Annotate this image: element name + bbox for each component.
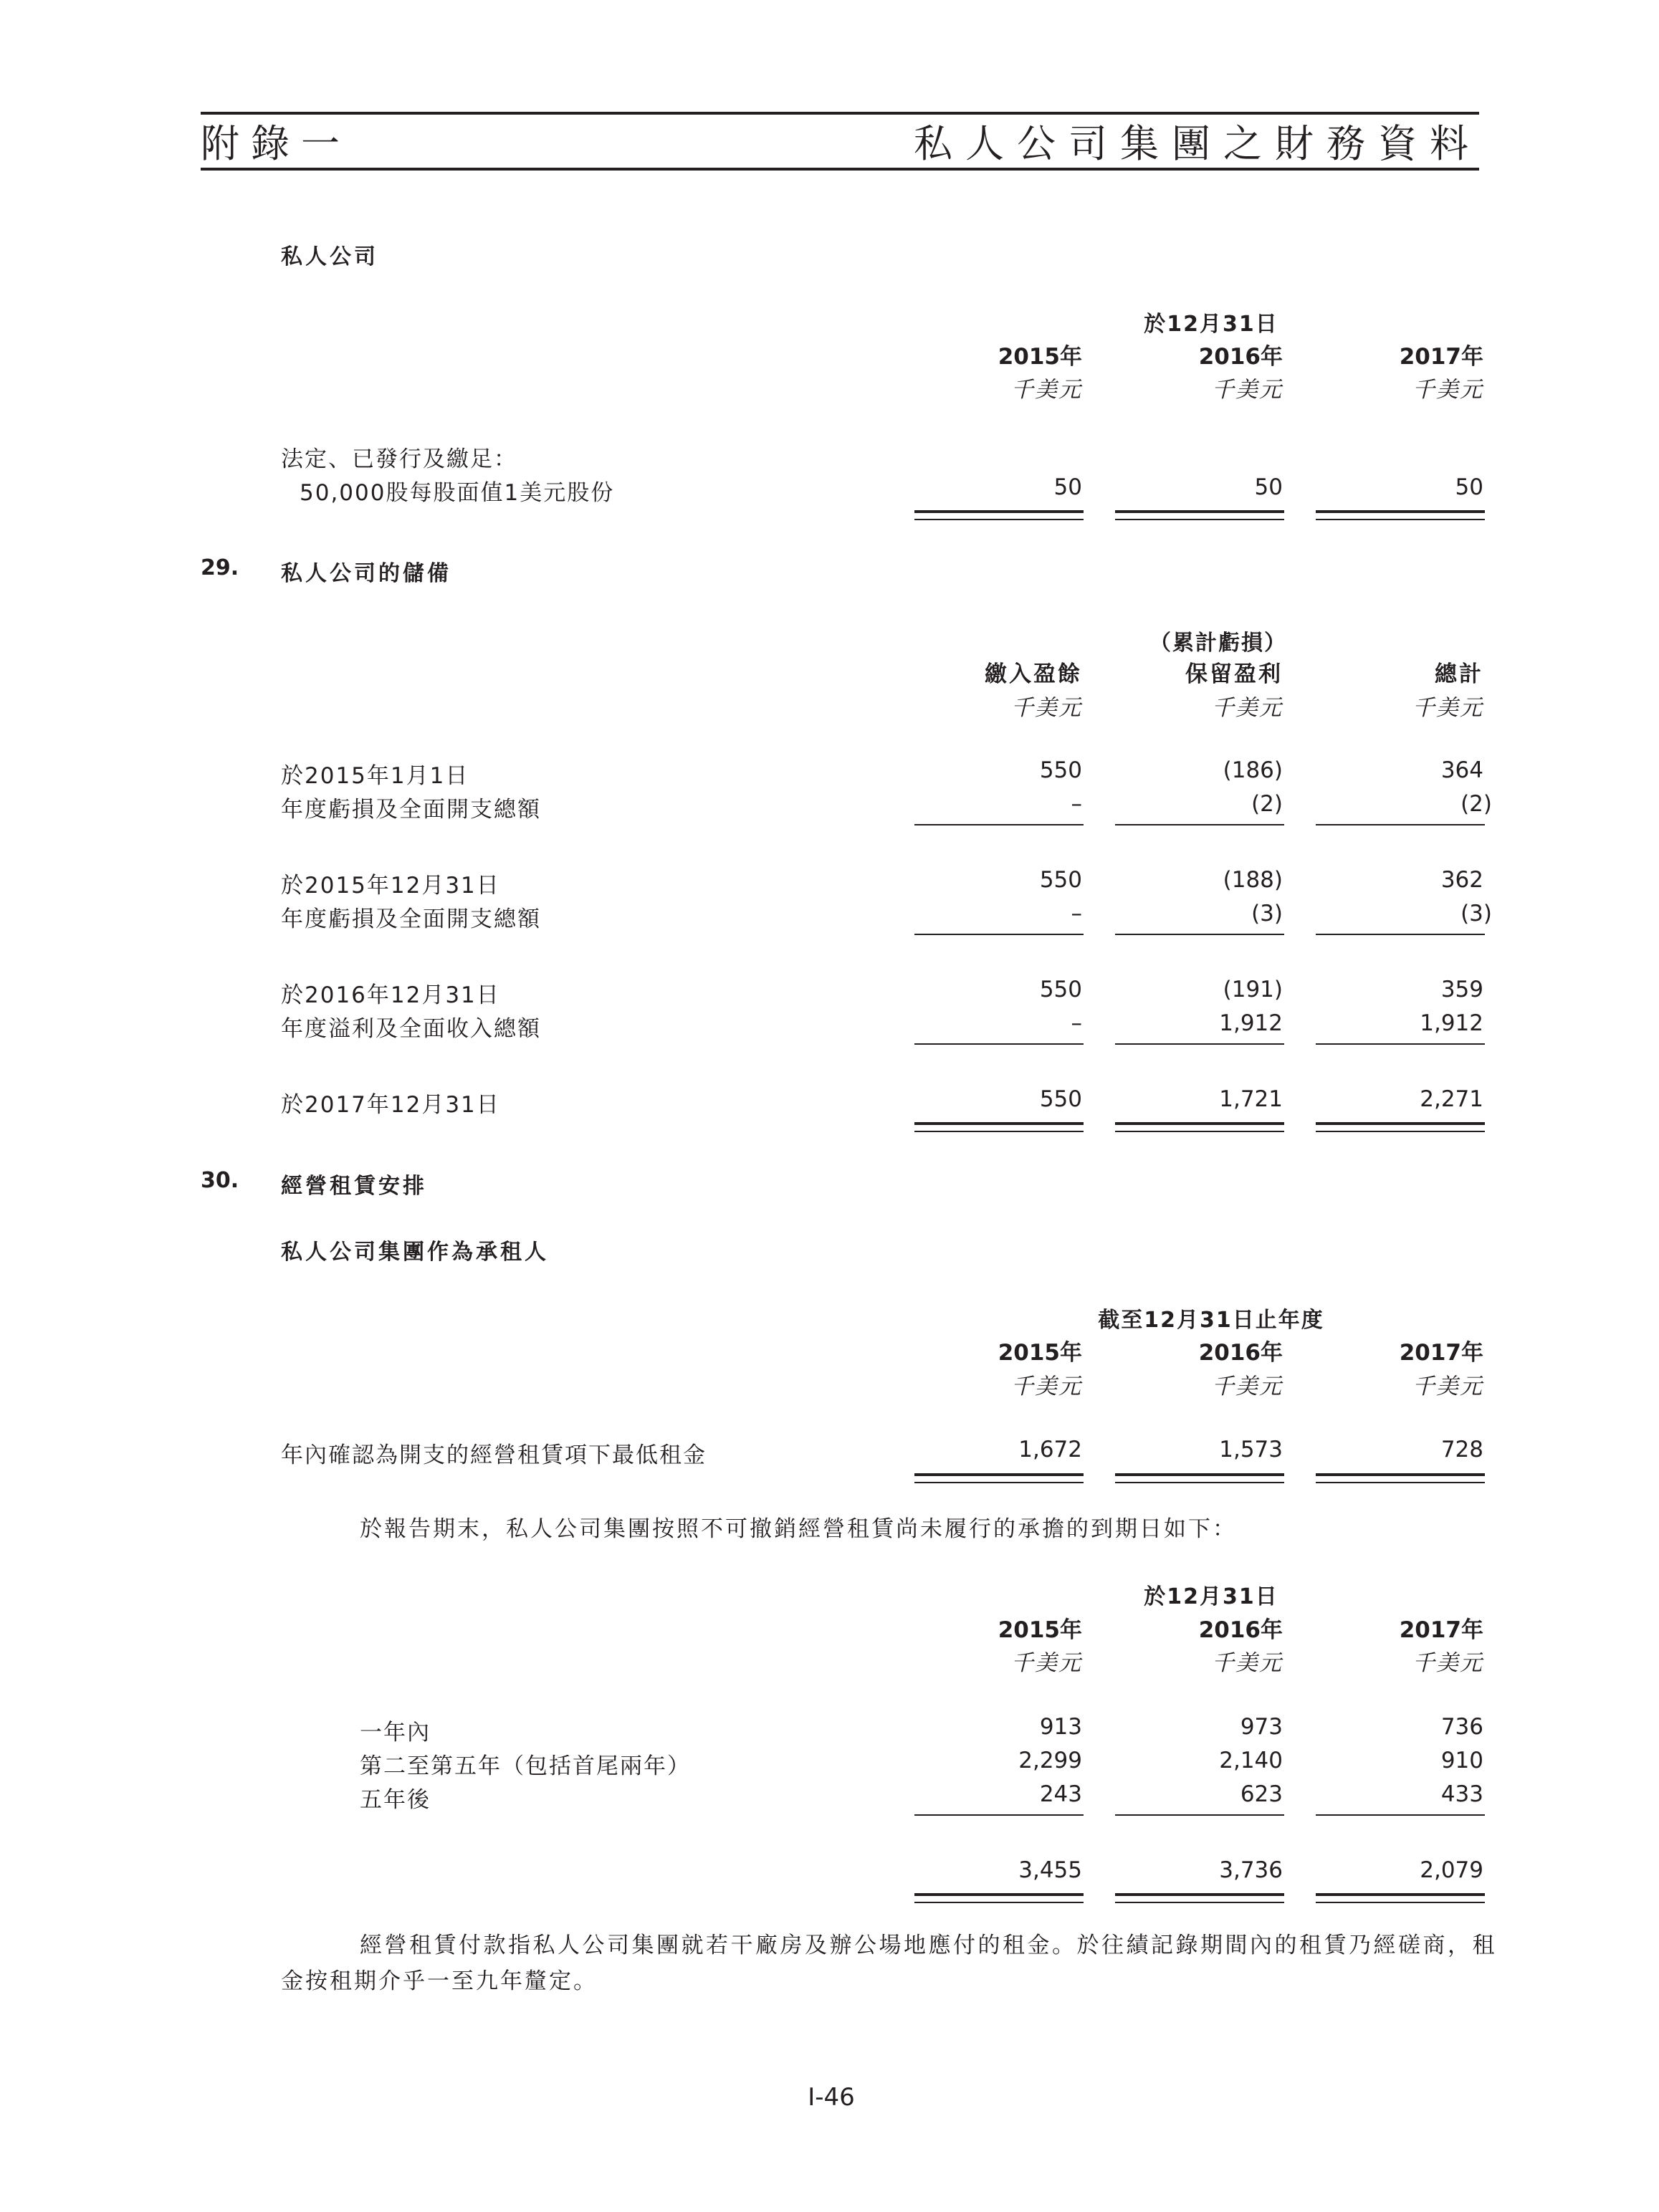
row-label: 法定、已發行及繳足： <box>281 446 517 472</box>
value-cell: 50 <box>1455 474 1483 500</box>
subtotal-rule <box>1316 1043 1485 1045</box>
value-cell: 50 <box>1053 474 1082 500</box>
table-row-label: 於2015年1月1日 <box>281 763 469 789</box>
subtotal-rule <box>914 824 1084 825</box>
unit-label: 千美元 <box>1011 695 1082 721</box>
value-cell: 1,573 <box>1219 1437 1283 1462</box>
table-row-label: 五年後 <box>360 1787 431 1813</box>
value-cell: (188) <box>1223 867 1283 893</box>
table-row-label: 第二至第五年（包括首尾兩年） <box>360 1753 691 1779</box>
period-span-header: 截至12月31日止年度 <box>1098 1308 1324 1333</box>
subtotal-rule <box>1115 1814 1284 1816</box>
value-cell: 359 <box>1440 977 1483 1002</box>
row-label: 50,000股每股面值1美元股份 <box>300 480 615 506</box>
value-cell: 623 <box>1240 1781 1283 1807</box>
value-cell: 2,140 <box>1219 1748 1283 1773</box>
table-row-label: 年度虧損及全面開支總額 <box>281 797 541 823</box>
unit-label: 千美元 <box>1212 695 1283 721</box>
column-header-2015: 2015年 <box>998 1617 1082 1643</box>
value-cell: 1,912 <box>1219 1010 1283 1036</box>
double-rule <box>1115 1902 1284 1903</box>
subtotal-rule <box>1115 824 1284 825</box>
double-rule <box>914 519 1084 520</box>
subtotal-rule <box>1115 934 1284 935</box>
column-header-total: 總計 <box>1435 661 1483 687</box>
double-rule <box>914 1122 1084 1125</box>
column-header-2016: 2016年 <box>1198 1617 1283 1643</box>
double-rule <box>914 1473 1084 1476</box>
subtotal-rule <box>1316 824 1485 825</box>
double-rule <box>1115 1131 1284 1132</box>
total-cell: 3,736 <box>1219 1857 1283 1883</box>
section-title: 經營租賃安排 <box>281 1174 427 1199</box>
value-cell: – <box>1071 1010 1082 1036</box>
section-title: 私人公司 <box>281 244 378 269</box>
value-cell: (186) <box>1223 757 1283 783</box>
unit-label: 千美元 <box>1011 377 1082 403</box>
value-cell: 362 <box>1440 867 1483 893</box>
subtotal-rule <box>1115 1043 1284 1045</box>
value-cell: 550 <box>1039 757 1082 783</box>
double-rule <box>914 510 1084 513</box>
double-rule <box>1316 1473 1485 1476</box>
value-cell: 736 <box>1440 1714 1483 1740</box>
column-header-2017: 2017年 <box>1399 1340 1483 1366</box>
column-header-2015: 2015年 <box>998 344 1082 370</box>
column-header-contributed-surplus: 繳入盈餘 <box>985 661 1082 687</box>
unit-label: 千美元 <box>1011 1374 1082 1399</box>
value-cell: 1,721 <box>1219 1086 1283 1112</box>
header-bottom-rule <box>201 168 1479 171</box>
commitments-intro: 於報告期末，私人公司集團按照不可撤銷經營租賃尚未履行的承擔的到期日如下： <box>360 1516 1237 1542</box>
double-rule <box>1316 1131 1485 1132</box>
value-cell: (3) <box>1460 901 1492 927</box>
value-cell: 550 <box>1039 867 1082 893</box>
table-row-label: 年內確認為開支的經營租賃項下最低租金 <box>281 1442 707 1468</box>
double-rule <box>1316 1893 1485 1896</box>
total-cell: 2,079 <box>1420 1857 1483 1883</box>
column-header-2017: 2017年 <box>1399 1617 1483 1643</box>
unit-label: 千美元 <box>1212 1650 1283 1676</box>
header-right: 私人公司集團之財務資料 <box>914 121 1481 166</box>
section-number: 30. <box>201 1168 239 1193</box>
subtotal-rule <box>914 934 1084 935</box>
table-row-label: 年度溢利及全面收入總額 <box>281 1016 541 1042</box>
section-title: 私人公司的儲備 <box>281 561 451 586</box>
unit-label: 千美元 <box>1412 1374 1483 1399</box>
subtotal-rule <box>1316 934 1485 935</box>
header-left: 附錄一 <box>201 121 351 166</box>
value-cell: 728 <box>1440 1437 1483 1462</box>
table-row-label: 於2017年12月31日 <box>281 1092 500 1118</box>
value-cell: (191) <box>1223 977 1283 1002</box>
value-cell: (2) <box>1460 791 1492 817</box>
double-rule <box>1115 1122 1284 1125</box>
column-header-2016: 2016年 <box>1198 1340 1283 1366</box>
value-cell: (3) <box>1251 901 1283 927</box>
double-rule <box>1316 1902 1485 1903</box>
unit-label: 千美元 <box>1412 695 1483 721</box>
subtotal-rule <box>914 1814 1084 1816</box>
double-rule <box>914 1902 1084 1903</box>
section-subtitle: 私人公司集團作為承租人 <box>281 1240 549 1265</box>
value-cell: 550 <box>1039 977 1082 1002</box>
table-row-label: 年度虧損及全面開支總額 <box>281 906 541 932</box>
note-paragraph-line: 金按租期介乎一至九年釐定。 <box>281 1968 598 1994</box>
double-rule <box>1115 510 1284 513</box>
unit-label: 千美元 <box>1412 377 1483 403</box>
subtotal-rule <box>1316 1814 1485 1816</box>
value-cell: 910 <box>1440 1748 1483 1773</box>
value-cell: 243 <box>1039 1781 1082 1807</box>
unit-label: 千美元 <box>1011 1650 1082 1676</box>
date-span-header: 於12月31日 <box>1144 1584 1278 1609</box>
page-number: I-46 <box>808 2083 855 2112</box>
note-paragraph-line: 經營租賃付款指私人公司集團就若干廠房及辦公場地應付的租金。於往績記錄期間內的租賃乃經磋商，租 <box>360 1933 1497 1958</box>
double-rule <box>1115 519 1284 520</box>
column-header-retained-profit: 保留盈利 <box>1185 661 1283 687</box>
double-rule <box>1316 519 1485 520</box>
value-cell: 433 <box>1440 1781 1483 1807</box>
value-cell: 364 <box>1440 757 1483 783</box>
value-cell: 550 <box>1039 1086 1082 1112</box>
accumulated-loss-header: （累計虧損） <box>1149 631 1287 656</box>
total-cell: 3,455 <box>1018 1857 1082 1883</box>
unit-label: 千美元 <box>1212 377 1283 403</box>
value-cell: – <box>1071 791 1082 817</box>
date-span-header: 於12月31日 <box>1144 312 1278 337</box>
value-cell: (2) <box>1251 791 1283 817</box>
unit-label: 千美元 <box>1212 1374 1283 1399</box>
column-header-2015: 2015年 <box>998 1340 1082 1366</box>
column-header-2016: 2016年 <box>1198 344 1283 370</box>
double-rule <box>1316 1122 1485 1125</box>
table-row-label: 一年內 <box>360 1720 431 1746</box>
value-cell: – <box>1071 901 1082 927</box>
value-cell: 973 <box>1240 1714 1283 1740</box>
table-row-label: 於2016年12月31日 <box>281 982 500 1008</box>
value-cell: 2,299 <box>1018 1748 1082 1773</box>
subtotal-rule <box>914 1043 1084 1045</box>
double-rule <box>914 1482 1084 1483</box>
value-cell: 1,672 <box>1018 1437 1082 1462</box>
double-rule <box>1316 510 1485 513</box>
column-header-2017: 2017年 <box>1399 344 1483 370</box>
section-number: 29. <box>201 555 239 580</box>
double-rule <box>1115 1473 1284 1476</box>
double-rule <box>914 1131 1084 1132</box>
double-rule <box>1115 1893 1284 1896</box>
double-rule <box>1115 1482 1284 1483</box>
double-rule <box>914 1893 1084 1896</box>
unit-label: 千美元 <box>1412 1650 1483 1676</box>
double-rule <box>1316 1482 1485 1483</box>
table-row-label: 於2015年12月31日 <box>281 873 500 899</box>
value-cell: 1,912 <box>1420 1010 1483 1036</box>
value-cell: 913 <box>1039 1714 1082 1740</box>
value-cell: 50 <box>1254 474 1283 500</box>
value-cell: 2,271 <box>1420 1086 1483 1112</box>
